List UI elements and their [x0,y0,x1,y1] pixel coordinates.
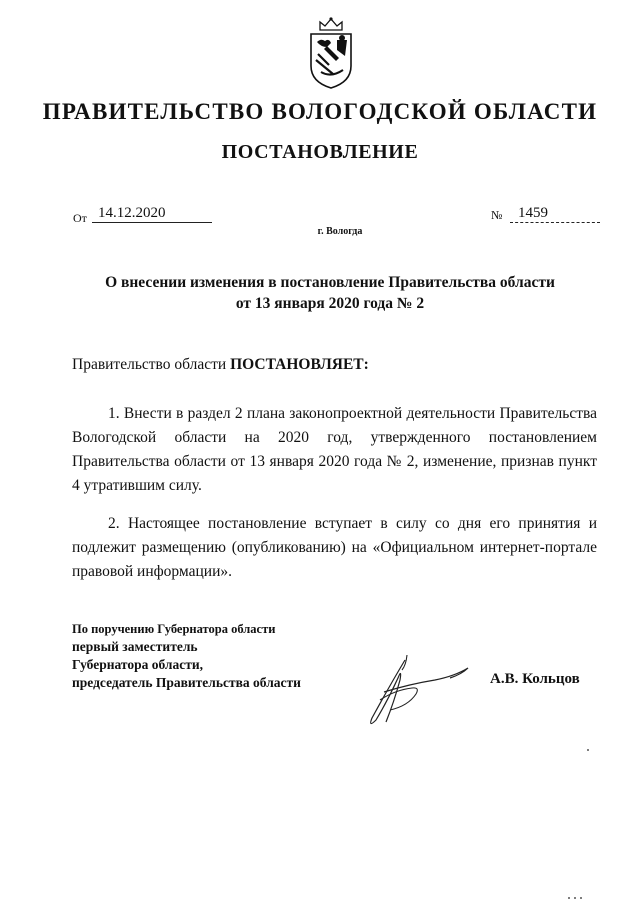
preamble-text: Правительство области [72,356,231,373]
coat-of-arms-emblem [303,16,359,90]
vologda-coat-of-arms-icon [303,16,359,90]
scan-speck [580,897,582,899]
number-prefix: № [491,208,503,222]
date-prefix: От [73,211,87,225]
subject-line-2: от 13 января 2020 года № 2 [235,295,425,312]
document-date: 14.12.2020 [92,205,212,223]
document-subject [90,272,570,314]
handwritten-signature [350,640,480,735]
signatory-name: А.В. Кольцов [490,671,580,687]
scan-speck [568,897,570,899]
paragraph-1: 1. Внести в раздел 2 плана законопроектной деятельности Правительства Вологодской области на 2020 год, утвержденного постановлением Правительства области от 13 января 2020 года № 2, изменение, признав пункт 4 утратившим силу. [72,405,597,494]
signature-line-2: первый заместитель [72,639,198,654]
paragraph-2: 2. Настоящее постановление вступает в силу со дня его принятия и подлежит размещению (опубликованию) на «Официальном интернет-портале правовой информации». [72,515,597,580]
preamble-resolves: ПОСТАНОВЛЯЕТ: [230,356,369,373]
signature-line-1: По поручению Губернатора области [72,622,276,636]
subject-line-1: О внесении изменения в постановление Правительства области [105,274,555,291]
document-type-title: ПОСТАНОВЛЕНИЕ [221,141,419,163]
preamble [72,356,369,374]
signature-line-4: председатель Правительства области [72,675,301,690]
scan-speck [574,897,576,899]
signature-block [72,620,301,692]
document-number: 1459 [510,205,600,223]
signature-line-3: Губернатора области, [72,657,203,672]
scan-speck [587,749,589,751]
organization-title: ПРАВИТЕЛЬСТВО ВОЛОГОДСКОЙ ОБЛАСТИ [42,99,598,124]
city-label: г. Вологда [317,226,363,237]
